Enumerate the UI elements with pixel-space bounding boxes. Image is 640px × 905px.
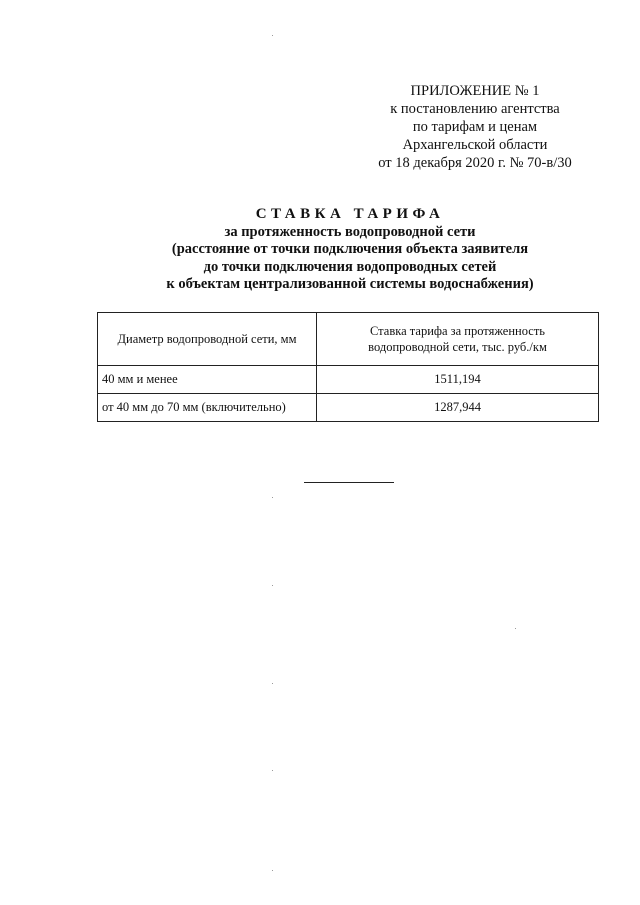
table-row xyxy=(98,394,599,422)
scan-speck xyxy=(272,35,273,36)
scan-speck xyxy=(272,870,273,871)
tariff-table xyxy=(97,312,599,422)
heading-line: до точки подключения водопроводных сетей xyxy=(203,258,497,275)
appendix-block xyxy=(355,82,595,172)
document-heading xyxy=(90,206,610,294)
header-rate xyxy=(317,313,599,366)
header-rate-line: Ставка тарифа за протяженность xyxy=(369,324,546,338)
appendix-title: ПРИЛОЖЕНИЕ № 1 xyxy=(410,83,540,99)
heading-line: к объектам централизованной системы водоснабжения) xyxy=(166,276,534,292)
scan-speck xyxy=(272,770,273,771)
appendix-line: по тарифам и ценам xyxy=(412,119,538,135)
appendix-line: Архангельской области xyxy=(402,137,548,153)
closing-rule xyxy=(304,482,394,483)
cell-rate: 1287,944 xyxy=(317,394,599,422)
scan-speck xyxy=(272,497,273,498)
table-header-row xyxy=(98,313,599,366)
scan-speck xyxy=(272,683,273,684)
table-row xyxy=(98,366,599,394)
header-rate-line: водопроводной сети, тыс. руб./км xyxy=(368,340,547,354)
appendix-date: от 18 декабря 2020 г. № 70-в/30 xyxy=(378,155,572,171)
appendix-line: к постановлению агентства xyxy=(390,101,560,117)
document-title: СТАВКА ТАРИФА xyxy=(255,206,445,222)
cell-diameter: от 40 мм до 70 мм (включительно) xyxy=(98,394,317,422)
header-diameter: Диаметр водопроводной сети, мм xyxy=(98,313,317,366)
scan-speck xyxy=(272,585,273,586)
heading-line: (расстояние от точки подключения объекта заявителя xyxy=(171,241,529,257)
cell-diameter: 40 мм и менее xyxy=(98,366,317,394)
cell-rate: 1511,194 xyxy=(317,366,599,394)
scan-speck xyxy=(515,628,516,629)
heading-line: за протяженность водопроводной сети xyxy=(224,223,476,240)
